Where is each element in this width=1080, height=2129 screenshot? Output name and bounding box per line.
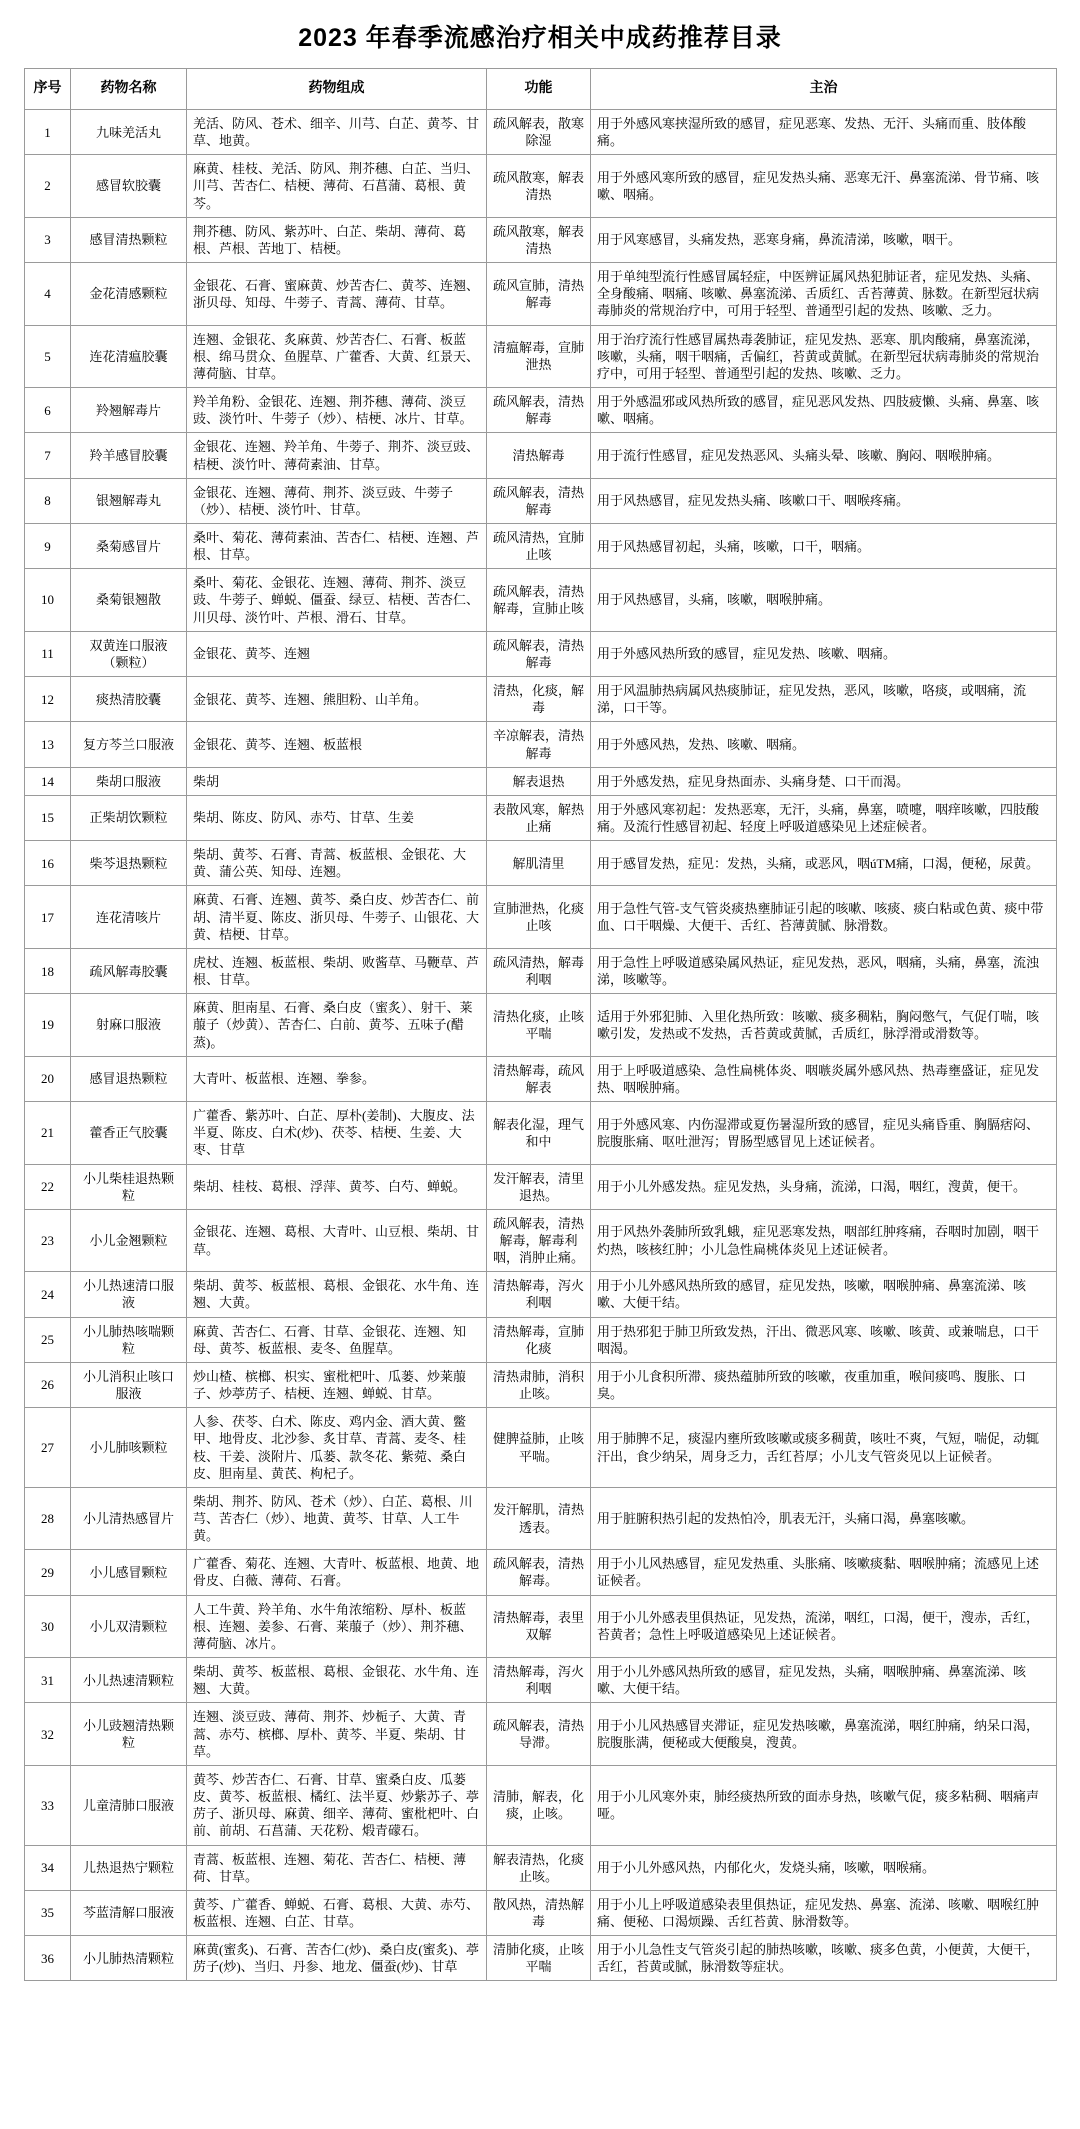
cell-index: 31 xyxy=(25,1658,71,1703)
cell-index: 17 xyxy=(25,886,71,948)
cell-composition: 麻黄(蜜炙)、石膏、苦杏仁(炒)、桑白皮(蜜炙)、葶苈子(炒)、当归、丹参、地龙、僵蚕(炒)、甘草 xyxy=(187,1936,487,1981)
cell-medicine-name: 小儿肺咳颗粒 xyxy=(71,1408,187,1488)
table-row xyxy=(25,1550,1057,1595)
table-row xyxy=(25,1164,1057,1209)
table-row xyxy=(25,1209,1057,1271)
cell-composition: 柴胡、荆芥、防风、苍术（炒）、白芷、葛根、川芎、苦杏仁（炒）、地黄、黄芩、甘草、人工牛黄。 xyxy=(187,1487,487,1549)
cell-indication: 用于小儿上呼吸道感染表里俱热证，症见发热、鼻塞、流涕、咳嗽、咽喉红肿痛、便秘、口渴烦躁、舌红苔黄、脉滑数等。 xyxy=(591,1890,1057,1935)
cell-indication: 用于风热感冒，头痛，咳嗽，咽喉肿痛。 xyxy=(591,569,1057,631)
cell-function: 疏风散寒，解表清热 xyxy=(487,217,591,262)
cell-indication: 用于小儿食积所滞、痰热蕴肺所致的咳嗽，夜重加重，喉间痰鸣、腹胀、口臭。 xyxy=(591,1362,1057,1407)
cell-function: 清肺，解表，化痰，止咳。 xyxy=(487,1765,591,1845)
table-row xyxy=(25,1890,1057,1935)
table-header xyxy=(25,69,1057,110)
cell-function: 疏风解表，清热导滞。 xyxy=(487,1703,591,1765)
cell-composition: 羚羊角粉、金银花、连翘、荆芥穗、薄荷、淡豆豉、淡竹叶、牛蒡子（炒）、桔梗、冰片、甘草。 xyxy=(187,388,487,433)
cell-index: 6 xyxy=(25,388,71,433)
cell-index: 19 xyxy=(25,994,71,1056)
cell-index: 16 xyxy=(25,841,71,886)
cell-medicine-name: 小儿肺热清颗粒 xyxy=(71,1936,187,1981)
cell-composition: 麻黄、石膏、连翘、黄芩、桑白皮、炒苦杏仁、前胡、清半夏、陈皮、浙贝母、牛蒡子、山银花、大黄、桔梗、甘草。 xyxy=(187,886,487,948)
cell-medicine-name: 痰热清胶囊 xyxy=(71,677,187,722)
cell-function: 清热解毒，泻火利咽 xyxy=(487,1658,591,1703)
cell-medicine-name: 金花清感颗粒 xyxy=(71,263,187,325)
table-row xyxy=(25,1272,1057,1317)
cell-indication: 用于小儿风热感冒夹滞证，症见发热咳嗽，鼻塞流涕，咽红肿痛，纳呆口渴，脘腹胀满，便秘或大便酸臭，溲黄。 xyxy=(591,1703,1057,1765)
table-row xyxy=(25,994,1057,1056)
cell-index: 13 xyxy=(25,722,71,767)
cell-index: 33 xyxy=(25,1765,71,1845)
table-row xyxy=(25,948,1057,993)
cell-composition: 柴胡、陈皮、防风、赤芍、甘草、生姜 xyxy=(187,795,487,840)
cell-medicine-name: 羚翘解毒片 xyxy=(71,388,187,433)
cell-function: 健脾益肺，止咳平喘。 xyxy=(487,1408,591,1488)
cell-function: 清热解毒，泻火利咽 xyxy=(487,1272,591,1317)
cell-index: 24 xyxy=(25,1272,71,1317)
cell-function: 疏风解表，散寒除湿 xyxy=(487,110,591,155)
cell-composition: 桑叶、菊花、薄荷素油、苦杏仁、桔梗、连翘、芦根、甘草。 xyxy=(187,523,487,568)
cell-index: 26 xyxy=(25,1362,71,1407)
cell-index: 36 xyxy=(25,1936,71,1981)
cell-index: 12 xyxy=(25,677,71,722)
cell-composition: 连翘、金银花、炙麻黄、炒苦杏仁、石膏、板蓝根、绵马贯众、鱼腥草、广藿香、大黄、红景天、薄荷脑、甘草。 xyxy=(187,325,487,387)
table-row xyxy=(25,677,1057,722)
cell-indication: 用于小儿风寒外束，肺经痰热所致的面赤身热，咳嗽气促，痰多粘稠、咽痛声哑。 xyxy=(591,1765,1057,1845)
cell-medicine-name: 羚羊感冒胶囊 xyxy=(71,433,187,478)
cell-function: 清热解毒，疏风解表 xyxy=(487,1056,591,1101)
cell-composition: 黄芩、广藿香、蝉蜕、石膏、葛根、大黄、赤芍、板蓝根、连翘、白芷、甘草。 xyxy=(187,1890,487,1935)
cell-function: 解表化湿，理气和中 xyxy=(487,1102,591,1164)
table-row xyxy=(25,1595,1057,1657)
cell-indication: 用于小儿外感风热所致的感冒，症见发热，咳嗽，咽喉肿痛、鼻塞流涕、咳嗽、大便干结。 xyxy=(591,1272,1057,1317)
cell-function: 疏风解表，清热解毒，宣肺止咳 xyxy=(487,569,591,631)
table-row xyxy=(25,1658,1057,1703)
table-row xyxy=(25,841,1057,886)
cell-composition: 人工牛黄、羚羊角、水牛角浓缩粉、厚朴、板蓝根、连翘、姜参、石膏、莱菔子（炒）、荆芥穗、薄荷脑、冰片。 xyxy=(187,1595,487,1657)
cell-medicine-name: 儿童清肺口服液 xyxy=(71,1765,187,1845)
cell-indication: 用于外感风寒、内伤湿滞或夏伤暑湿所致的感冒，症见头痛昏重、胸膈痞闷、脘腹胀痛、呕吐泄泻；胃肠型感冒见上述证候者。 xyxy=(591,1102,1057,1164)
table-row xyxy=(25,325,1057,387)
cell-index: 32 xyxy=(25,1703,71,1765)
cell-medicine-name: 柴芩退热颗粒 xyxy=(71,841,187,886)
cell-indication: 用于外感风寒挟湿所致的感冒，症见恶寒、发热、无汗、头痛而重、肢体酸痛。 xyxy=(591,110,1057,155)
cell-indication: 用于外感风寒初起：发热恶寒，无汗，头痛，鼻塞，喷嚏，咽痒咳嗽，四肢酸痛。及流行性感冒初起、轻度上呼吸道感染见上述症候者。 xyxy=(591,795,1057,840)
cell-indication: 用于外感风热，发热、咳嗽、咽痛。 xyxy=(591,722,1057,767)
cell-index: 8 xyxy=(25,478,71,523)
cell-composition: 麻黄、苦杏仁、石膏、甘草、金银花、连翘、知母、黄芩、板蓝根、麦冬、鱼腥草。 xyxy=(187,1317,487,1362)
cell-medicine-name: 桑菊银翘散 xyxy=(71,569,187,631)
cell-medicine-name: 感冒退热颗粒 xyxy=(71,1056,187,1101)
cell-function: 疏风散寒，解表清热 xyxy=(487,155,591,217)
cell-medicine-name: 小儿清热感冒片 xyxy=(71,1487,187,1549)
table-body xyxy=(25,110,1057,1981)
cell-index: 35 xyxy=(25,1890,71,1935)
cell-medicine-name: 小儿感冒颗粒 xyxy=(71,1550,187,1595)
table-row xyxy=(25,388,1057,433)
cell-composition: 麻黄、桂枝、羌活、防风、荆芥穗、白芷、当归、川芎、苦杏仁、桔梗、薄荷、石菖蒲、葛根、黄芩。 xyxy=(187,155,487,217)
table-row xyxy=(25,1845,1057,1890)
cell-function: 疏风宣肺，清热解毒 xyxy=(487,263,591,325)
cell-function: 疏风清热，解毒利咽 xyxy=(487,948,591,993)
cell-composition: 麻黄、胆南星、石膏、桑白皮（蜜炙）、射干、莱菔子（炒黄）、苦杏仁、白前、黄芩、五味子(醋蒸)。 xyxy=(187,994,487,1056)
cell-medicine-name: 小儿金翘颗粒 xyxy=(71,1209,187,1271)
cell-indication: 用于风热外袭肺所致乳蛾，症见恶寒发热，咽部红肿疼痛，吞咽时加剧，咽干灼热，咳核红肿；小儿急性扁桃体炎见上述证候者。 xyxy=(591,1209,1057,1271)
cell-function: 解表清热，化痰止咳。 xyxy=(487,1845,591,1890)
cell-function: 疏风解表，清热解毒 xyxy=(487,388,591,433)
cell-index: 25 xyxy=(25,1317,71,1362)
cell-medicine-name: 连花清瘟胶囊 xyxy=(71,325,187,387)
table-row xyxy=(25,1102,1057,1164)
cell-function: 疏风解表，清热解毒。 xyxy=(487,1550,591,1595)
cell-function: 清瘟解毒，宣肺泄热 xyxy=(487,325,591,387)
cell-composition: 黄芩、炒苦杏仁、石膏、甘草、蜜桑白皮、瓜蒌皮、黄芩、板蓝根、橘红、法半夏、炒紫苏子、葶苈子、浙贝母、麻黄、细辛、薄荷、蜜枇杷叶、白前、前胡、石菖蒲、天花粉、煅青礞石。 xyxy=(187,1765,487,1845)
cell-medicine-name: 九味羌活丸 xyxy=(71,110,187,155)
table-row xyxy=(25,767,1057,795)
cell-function: 疏风解表，清热解毒，解毒利咽，消肿止痛。 xyxy=(487,1209,591,1271)
cell-index: 20 xyxy=(25,1056,71,1101)
cell-indication: 用于风温肺热病属风热痰肺证，症见发热，恶风，咳嗽，咯痰，或咽痛，流涕，口干等。 xyxy=(591,677,1057,722)
cell-indication: 用于小儿风热感冒，症见发热重、头胀痛、咳嗽痰黏、咽喉肿痛；流感见上述证候者。 xyxy=(591,1550,1057,1595)
column-header-function: 功能 xyxy=(487,69,591,110)
table-row xyxy=(25,1703,1057,1765)
cell-indication: 用于肺脾不足，痰湿内壅所致咳嗽或痰多稠黄，咳吐不爽，气短，喘促，动辄汗出，食少纳呆，周身乏力，舌红苔厚；小儿支气管炎见以上证候者。 xyxy=(591,1408,1057,1488)
cell-composition: 柴胡、黄芩、板蓝根、葛根、金银花、水牛角、连翘、大黄。 xyxy=(187,1272,487,1317)
cell-medicine-name: 银翘解毒丸 xyxy=(71,478,187,523)
cell-composition: 青蒿、板蓝根、连翘、菊花、苦杏仁、桔梗、薄荷、甘草。 xyxy=(187,1845,487,1890)
cell-indication: 用于流行性感冒，症见发热恶风、头痛头晕、咳嗽、胸闷、咽喉肿痛。 xyxy=(591,433,1057,478)
table-row xyxy=(25,1408,1057,1488)
cell-index: 15 xyxy=(25,795,71,840)
cell-function: 疏风解表，清热解毒 xyxy=(487,478,591,523)
column-header-indication: 主治 xyxy=(591,69,1057,110)
cell-medicine-name: 小儿热速清口服液 xyxy=(71,1272,187,1317)
cell-medicine-name: 桑菊感冒片 xyxy=(71,523,187,568)
cell-indication: 用于风热感冒初起，头痛，咳嗽，口干，咽痛。 xyxy=(591,523,1057,568)
cell-index: 27 xyxy=(25,1408,71,1488)
cell-function: 清热解毒，表里双解 xyxy=(487,1595,591,1657)
cell-indication: 用于热邪犯于肺卫所致发热，汗出、微恶风寒、咳嗽、咳黄、或兼喘息，口干咽渴。 xyxy=(591,1317,1057,1362)
cell-indication: 用于风寒感冒，头痛发热，恶寒身痛，鼻流清涕，咳嗽，咽干。 xyxy=(591,217,1057,262)
cell-medicine-name: 连花清咳片 xyxy=(71,886,187,948)
table-row xyxy=(25,569,1057,631)
table-row xyxy=(25,523,1057,568)
cell-indication: 用于小儿外感风热，内郁化火，发烧头痛，咳嗽，咽喉痛。 xyxy=(591,1845,1057,1890)
table-row xyxy=(25,1487,1057,1549)
cell-function: 疏风解表，清热解毒 xyxy=(487,631,591,676)
cell-composition: 人参、茯苓、白术、陈皮、鸡内金、酒大黄、鳖甲、地骨皮、北沙参、炙甘草、青蒿、麦冬、桂枝、干姜、淡附片、瓜蒌、款冬花、紫菀、桑白皮、胆南星、黄芪、枸杞子。 xyxy=(187,1408,487,1488)
cell-function: 宣肺泄热，化痰止咳 xyxy=(487,886,591,948)
cell-medicine-name: 感冒清热颗粒 xyxy=(71,217,187,262)
cell-composition: 广藿香、紫苏叶、白芷、厚朴(姜制)、大腹皮、法半夏、陈皮、白术(炒)、茯苓、桔梗、生姜、大枣、甘草 xyxy=(187,1102,487,1164)
cell-medicine-name: 柴胡口服液 xyxy=(71,767,187,795)
cell-function: 清热化痰，止咳平喘 xyxy=(487,994,591,1056)
cell-composition: 连翘、淡豆豉、薄荷、荆芥、炒栀子、大黄、青蒿、赤芍、槟榔、厚朴、黄芩、半夏、柴胡、甘草。 xyxy=(187,1703,487,1765)
cell-indication: 用于外感发热，症见身热面赤、头痛身楚、口干而渴。 xyxy=(591,767,1057,795)
cell-index: 2 xyxy=(25,155,71,217)
cell-function: 解肌清里 xyxy=(487,841,591,886)
cell-index: 34 xyxy=(25,1845,71,1890)
cell-function: 清热肃肺，消积止咳。 xyxy=(487,1362,591,1407)
cell-composition: 羌活、防风、苍术、细辛、川芎、白芷、黄芩、甘草、地黄。 xyxy=(187,110,487,155)
cell-index: 5 xyxy=(25,325,71,387)
cell-composition: 柴胡 xyxy=(187,767,487,795)
cell-medicine-name: 小儿肺热咳喘颗粒 xyxy=(71,1317,187,1362)
cell-indication: 用于单纯型流行性感冒属轻症，中医辨证属风热犯肺证者，症见发热、头痛、全身酸痛、咽痛、咳嗽、鼻塞流涕、舌质红、舌苔薄黄、脉数。在新型冠状病毒肺炎的常规治疗中，可用于轻型、普通型引起的发热、咳嗽、乏力。 xyxy=(591,263,1057,325)
cell-indication: 用于急性气管-支气管炎痰热壅肺证引起的咳嗽、咳痰、痰白粘或色黄、痰中带血、口干咽燥、大便干、舌红、苔薄黄腻、脉滑数。 xyxy=(591,886,1057,948)
cell-index: 3 xyxy=(25,217,71,262)
table-row xyxy=(25,631,1057,676)
cell-index: 10 xyxy=(25,569,71,631)
cell-composition: 金银花、连翘、薄荷、荆芥、淡豆豉、牛蒡子（炒）、桔梗、淡竹叶、甘草。 xyxy=(187,478,487,523)
cell-index: 14 xyxy=(25,767,71,795)
cell-composition: 荆芥穗、防风、紫苏叶、白芷、柴胡、薄荷、葛根、芦根、苦地丁、桔梗。 xyxy=(187,217,487,262)
table-row xyxy=(25,886,1057,948)
cell-index: 9 xyxy=(25,523,71,568)
cell-medicine-name: 小儿消积止咳口服液 xyxy=(71,1362,187,1407)
cell-function: 发汗解肌，清热透表。 xyxy=(487,1487,591,1549)
cell-index: 7 xyxy=(25,433,71,478)
cell-function: 清肺化痰，止咳平喘 xyxy=(487,1936,591,1981)
cell-function: 辛凉解表，清热解毒 xyxy=(487,722,591,767)
cell-indication: 用于感冒发热，症见：发热，头痛，或恶风，咽úTM痛，口渴，便秘，尿黄。 xyxy=(591,841,1057,886)
cell-composition: 炒山楂、槟榔、枳实、蜜枇杷叶、瓜蒌、炒莱菔子、炒葶苈子、桔梗、连翘、蝉蜕、甘草。 xyxy=(187,1362,487,1407)
cell-indication: 用于急性上呼吸道感染属风热证，症见发热，恶风，咽痛，头痛，鼻塞，流浊涕，咳嗽等。 xyxy=(591,948,1057,993)
cell-indication: 用于外感风寒所致的感冒，症见发热头痛、恶寒无汗、鼻塞流涕、骨节痛、咳嗽、咽痛。 xyxy=(591,155,1057,217)
cell-composition: 广藿香、菊花、连翘、大青叶、板蓝根、地黄、地骨皮、白薇、薄荷、石膏。 xyxy=(187,1550,487,1595)
cell-indication: 用于上呼吸道感染、急性扁桃体炎、咽嗾炎属外感风热、热毒壅盛证，症见发热、咽喉肿痛。 xyxy=(591,1056,1057,1101)
cell-index: 28 xyxy=(25,1487,71,1549)
cell-medicine-name: 疏风解毒胶囊 xyxy=(71,948,187,993)
cell-indication: 用于外感温邪或风热所致的感冒，症见恶风发热、四肢疲懒、头痛、鼻塞、咳嗽、咽痛。 xyxy=(591,388,1057,433)
cell-composition: 桑叶、菊花、金银花、连翘、薄荷、荆芥、淡豆豉、牛蒡子、蝉蜕、僵蚕、绿豆、桔梗、苦杏仁、川贝母、淡竹叶、芦根、滑石、甘草。 xyxy=(187,569,487,631)
cell-indication: 用于小儿急性支气管炎引起的肺热咳嗽，咳嗽、痰多色黄，小便黄，大便干，舌红，苔黄或腻，脉滑数等症状。 xyxy=(591,1936,1057,1981)
table-row xyxy=(25,795,1057,840)
cell-medicine-name: 射麻口服液 xyxy=(71,994,187,1056)
cell-medicine-name: 小儿双清颗粒 xyxy=(71,1595,187,1657)
cell-medicine-name: 双黄连口服液（颗粒） xyxy=(71,631,187,676)
cell-composition: 柴胡、桂枝、葛根、浮萍、黄芩、白芍、蝉蜕。 xyxy=(187,1164,487,1209)
cell-medicine-name: 藿香正气胶囊 xyxy=(71,1102,187,1164)
column-header-name: 药物名称 xyxy=(71,69,187,110)
cell-medicine-name: 小儿豉翘清热颗粒 xyxy=(71,1703,187,1765)
table-row xyxy=(25,217,1057,262)
cell-index: 30 xyxy=(25,1595,71,1657)
cell-medicine-name: 儿热退热宁颗粒 xyxy=(71,1845,187,1890)
cell-medicine-name: 感冒软胶囊 xyxy=(71,155,187,217)
cell-indication: 用于脏腑积热引起的发热怕冷，肌表无汗，头痛口渴，鼻塞咳嗽。 xyxy=(591,1487,1057,1549)
table-row xyxy=(25,110,1057,155)
cell-function: 解表退热 xyxy=(487,767,591,795)
cell-index: 11 xyxy=(25,631,71,676)
cell-medicine-name: 复方芩兰口服液 xyxy=(71,722,187,767)
cell-composition: 金银花、黄芩、连翘、熊胆粉、山羊角。 xyxy=(187,677,487,722)
cell-function: 清热解毒 xyxy=(487,433,591,478)
cell-composition: 金银花、黄芩、连翘 xyxy=(187,631,487,676)
cell-function: 散风热，清热解毒 xyxy=(487,1890,591,1935)
cell-index: 1 xyxy=(25,110,71,155)
column-header-index: 序号 xyxy=(25,69,71,110)
cell-composition: 金银花、石膏、蜜麻黄、炒苦杏仁、黄芩、连翘、浙贝母、知母、牛蒡子、青蒿、薄荷、甘草。 xyxy=(187,263,487,325)
table-row xyxy=(25,263,1057,325)
table-row xyxy=(25,1317,1057,1362)
cell-function: 清热解毒，宣肺化痰 xyxy=(487,1317,591,1362)
cell-indication: 用于小儿外感表里俱热证，见发热，流涕，咽红，口渴，便干，溲赤，舌红，苔黄者；急性上呼吸道感染见上述证候者。 xyxy=(591,1595,1057,1657)
page-title: 2023 年春季流感治疗相关中成药推荐目录 xyxy=(298,24,782,52)
cell-indication: 用于小儿外感发热。症见发热，头身痛，流涕，口渴，咽红，溲黄，便干。 xyxy=(591,1164,1057,1209)
cell-function: 表散风寒，解热止痛 xyxy=(487,795,591,840)
cell-indication: 用于小儿外感风热所致的感冒，症见发热，头痛，咽喉肿痛、鼻塞流涕、咳嗽、大便干结。 xyxy=(591,1658,1057,1703)
cell-indication: 用于治疗流行性感冒属热毒袭肺证，症见发热、恶寒、肌肉酸痛，鼻塞流涕，咳嗽，头痛，咽干咽痛，舌偏红，苔黄或黄腻。在新型冠状病毒肺炎的常规治疗中，可用于轻型、普通型引起的发热、咳嗽、乏力。 xyxy=(591,325,1057,387)
table-header-row xyxy=(25,69,1057,110)
medicine-catalog-table xyxy=(24,68,1057,1981)
cell-composition: 柴胡、黄芩、板蓝根、葛根、金银花、水牛角、连翘、大黄。 xyxy=(187,1658,487,1703)
cell-index: 21 xyxy=(25,1102,71,1164)
cell-medicine-name: 小儿热速清颗粒 xyxy=(71,1658,187,1703)
cell-composition: 大青叶、板蓝根、连翘、拳参。 xyxy=(187,1056,487,1101)
cell-index: 4 xyxy=(25,263,71,325)
table-row xyxy=(25,478,1057,523)
cell-indication: 用于风热感冒，症见发热头痛、咳嗽口干、咽喉疼痛。 xyxy=(591,478,1057,523)
table-row xyxy=(25,722,1057,767)
cell-index: 23 xyxy=(25,1209,71,1271)
cell-composition: 金银花、连翘、羚羊角、牛蒡子、荆芥、淡豆豉、桔梗、淡竹叶、薄荷素油、甘草。 xyxy=(187,433,487,478)
cell-composition: 金银花、连翘、葛根、大青叶、山豆根、柴胡、甘草。 xyxy=(187,1209,487,1271)
cell-medicine-name: 正柴胡饮颗粒 xyxy=(71,795,187,840)
table-row xyxy=(25,1765,1057,1845)
cell-composition: 柴胡、黄芩、石膏、青蒿、板蓝根、金银花、大黄、蒲公英、知母、连翘。 xyxy=(187,841,487,886)
cell-function: 疏风清热，宜肺止咳 xyxy=(487,523,591,568)
cell-index: 18 xyxy=(25,948,71,993)
cell-medicine-name: 小儿柴桂退热颗粒 xyxy=(71,1164,187,1209)
table-row xyxy=(25,433,1057,478)
table-row xyxy=(25,155,1057,217)
cell-index: 29 xyxy=(25,1550,71,1595)
cell-medicine-name: 芩蓝清解口服液 xyxy=(71,1890,187,1935)
cell-function: 清热，化痰，解毒 xyxy=(487,677,591,722)
table-row xyxy=(25,1362,1057,1407)
cell-indication: 用于外感风热所致的感冒，症见发热、咳嗽、咽痛。 xyxy=(591,631,1057,676)
cell-composition: 虎杖、连翘、板蓝根、柴胡、败酱草、马鞭草、芦根、甘草。 xyxy=(187,948,487,993)
table-row xyxy=(25,1936,1057,1981)
cell-function: 发汗解表，清里退热。 xyxy=(487,1164,591,1209)
cell-indication: 适用于外邪犯肺、入里化热所致：咳嗽、痰多稠粘，胸闷憋气，气促仃喘，咳嗽引发，发热或不发热，舌苔黄或黄腻，舌质红，脉浮滑或滑数等。 xyxy=(591,994,1057,1056)
cell-index: 22 xyxy=(25,1164,71,1209)
table-row xyxy=(25,1056,1057,1101)
cell-composition: 金银花、黄芩、连翘、板蓝根 xyxy=(187,722,487,767)
column-header-composition: 药物组成 xyxy=(187,69,487,110)
